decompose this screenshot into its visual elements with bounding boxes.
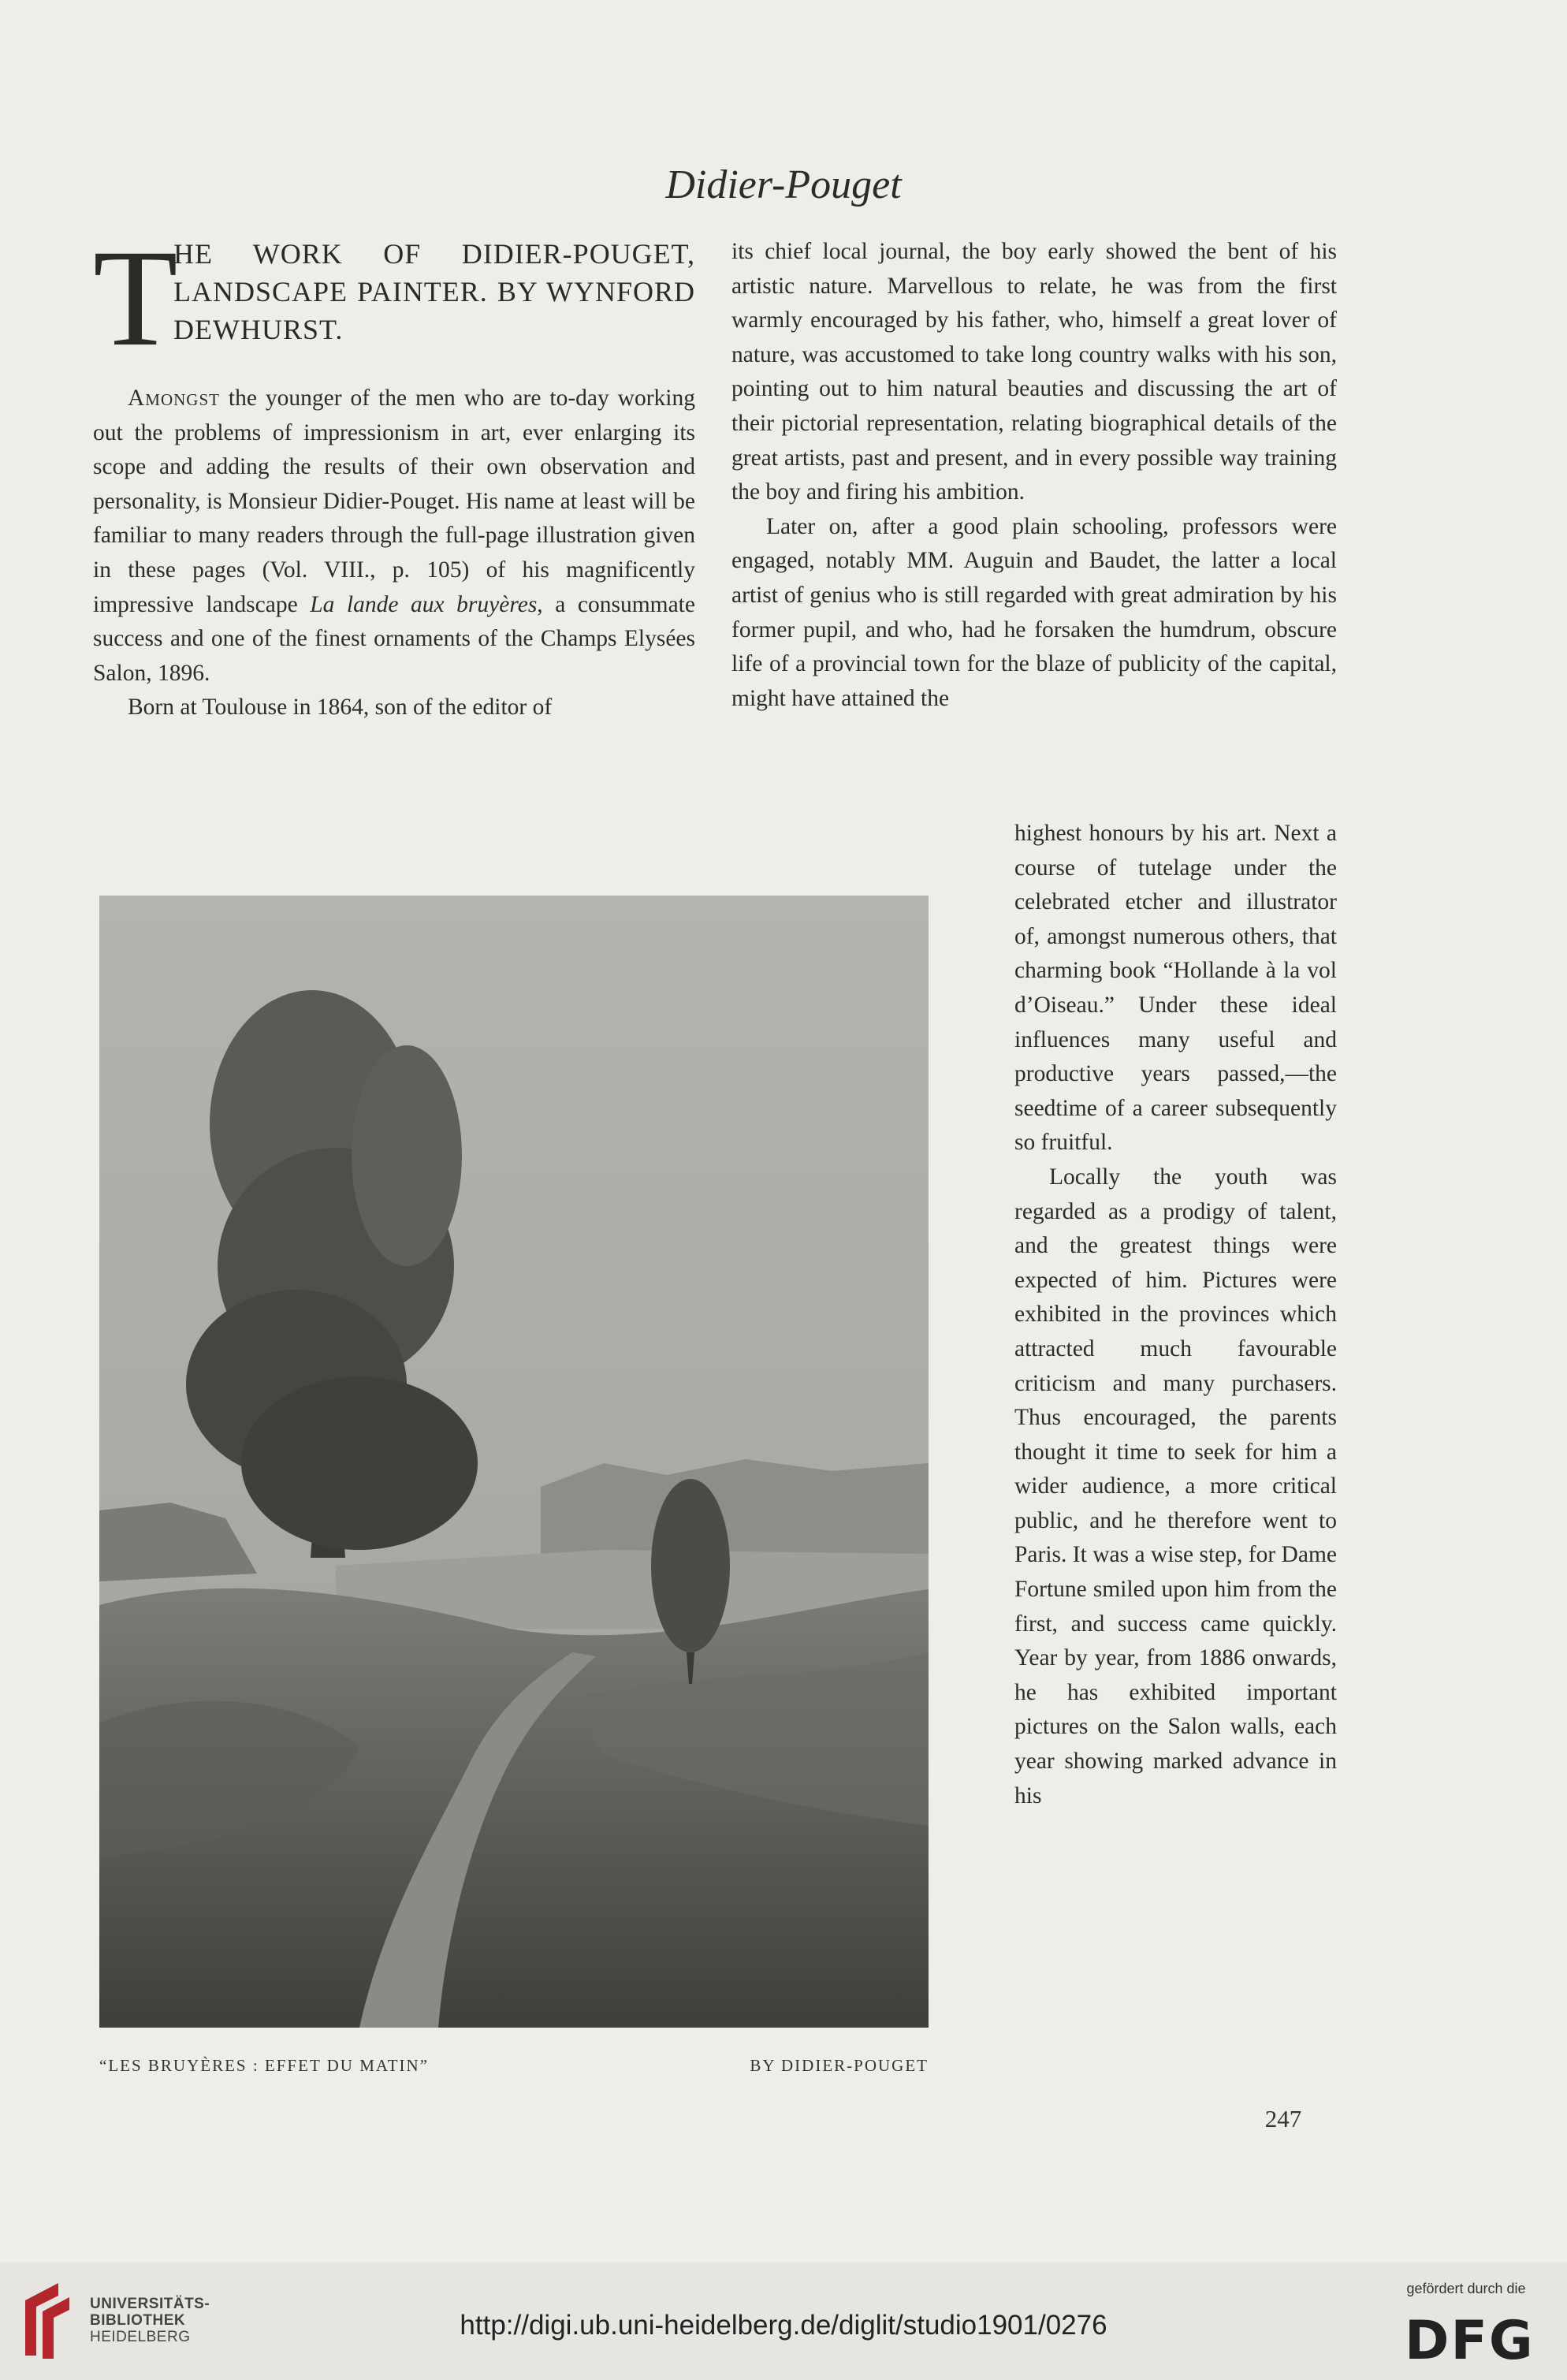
library-name-line-2: BIBLIOTHEK <box>90 2312 186 2329</box>
paragraph-4-continued: highest honours by his art. Next a course of tutelage under the celebrated etcher and illustrator of, amongst numerous others, that charming book “Hollande à la vol d’Oiseau.” Under these ideal influences many useful and productive years passed,—the seedtime of a career subsequently so fruitful. <box>1014 821 1337 1156</box>
painting-reproduction <box>99 896 929 2028</box>
funded-by-label: gefördert durch die <box>1406 2281 1526 2296</box>
source-url-link[interactable]: http://digi.ub.uni-heidelberg.de/diglit/studio1901/0276 <box>460 2310 1107 2341</box>
landscape-painting-image <box>99 896 929 2028</box>
right-column <box>731 235 1337 716</box>
figure-caption-title: “LES BRUYÈRES : EFFET DU MATIN” <box>99 2056 430 2075</box>
narrow-column <box>1014 817 1337 1813</box>
drop-cap: T <box>93 222 178 375</box>
library-name-line-1: UNIVERSITÄTS- <box>90 2296 210 2312</box>
left-column <box>93 222 695 725</box>
paragraph-1-text-a: the younger of the men who are to-day working out the problems of impressionism in art, ever enlarging its scope and adding the results of their own observation and personality, is Monsieur Didier-Pouget. His name at least will be familiar to many readers through the full-page illustration given in these pages (Vol. VIII., p. 105) of his magnificently impressive landscape <box>93 385 695 617</box>
paragraph-3: its chief local journal, the boy early showed the bent of his artistic nature. Marvellous to relate, he was from the first warmly encouraged by his father, who, himself a great lover of nature, was accustomed to take long country walks with his son, pointing out to him natural beauties and discussing the art of their pictorial representation, relating biographical details of the great artists, past and present, and in every possible way training the boy and firing his ambition. <box>731 239 1337 505</box>
paragraph-1-text-b: , a consummate success and one of the finest ornaments of the Champs Elysées Salon, 1896. <box>93 591 695 686</box>
running-head: Didier-Pouget <box>665 162 902 207</box>
article-title: HE WORK OF DIDIER-POUGET, LANDSCAPE PAINTER. BY WYNFORD DEWHURST. <box>173 238 695 345</box>
paragraph-2: Born at Toulouse in 1864, son of the editor of <box>128 695 553 721</box>
article-title-block <box>93 222 695 375</box>
paragraph-5: Locally the youth was regarded as a prodigy of talent, and the greatest things were expected of him. Pictures were exhibited in the provinces which attracted much favourable criticism and many purchasers. Thus encouraged, the parents thought it time to seek for him a wider audience, a more critical public, and he therefore went to Paris. It was a wise step, for Dame Fortune smiled upon him from the first, and success came quickly. Year by year, from 1886 onwards, he has exhibited important pictures on the Salon walls, each year showing marked advance in his <box>1014 1164 1337 1808</box>
paragraph-1 <box>93 382 695 691</box>
library-name-line-3: HEIDELBERG <box>90 2329 191 2345</box>
page-number: 247 <box>1264 2105 1302 2132</box>
paragraph-4: Later on, after a good plain schooling, professors were engaged, notably MM. Auguin and Baudet, the latter a local artist of genius who is still regarded with great admiration by his former pupil, and who, had he forsaken the humdrum, obscure life of a provincial town for the blaze of publicity of the capital, might have attained the <box>731 513 1337 711</box>
painting-title-italic: La lande aux bruyères <box>310 591 538 617</box>
figure-caption-credit: BY DIDIER-POUGET <box>750 2056 929 2075</box>
dfg-logo: DFG <box>1405 2310 1535 2372</box>
paragraph-1-lead: Amongst <box>128 385 220 411</box>
